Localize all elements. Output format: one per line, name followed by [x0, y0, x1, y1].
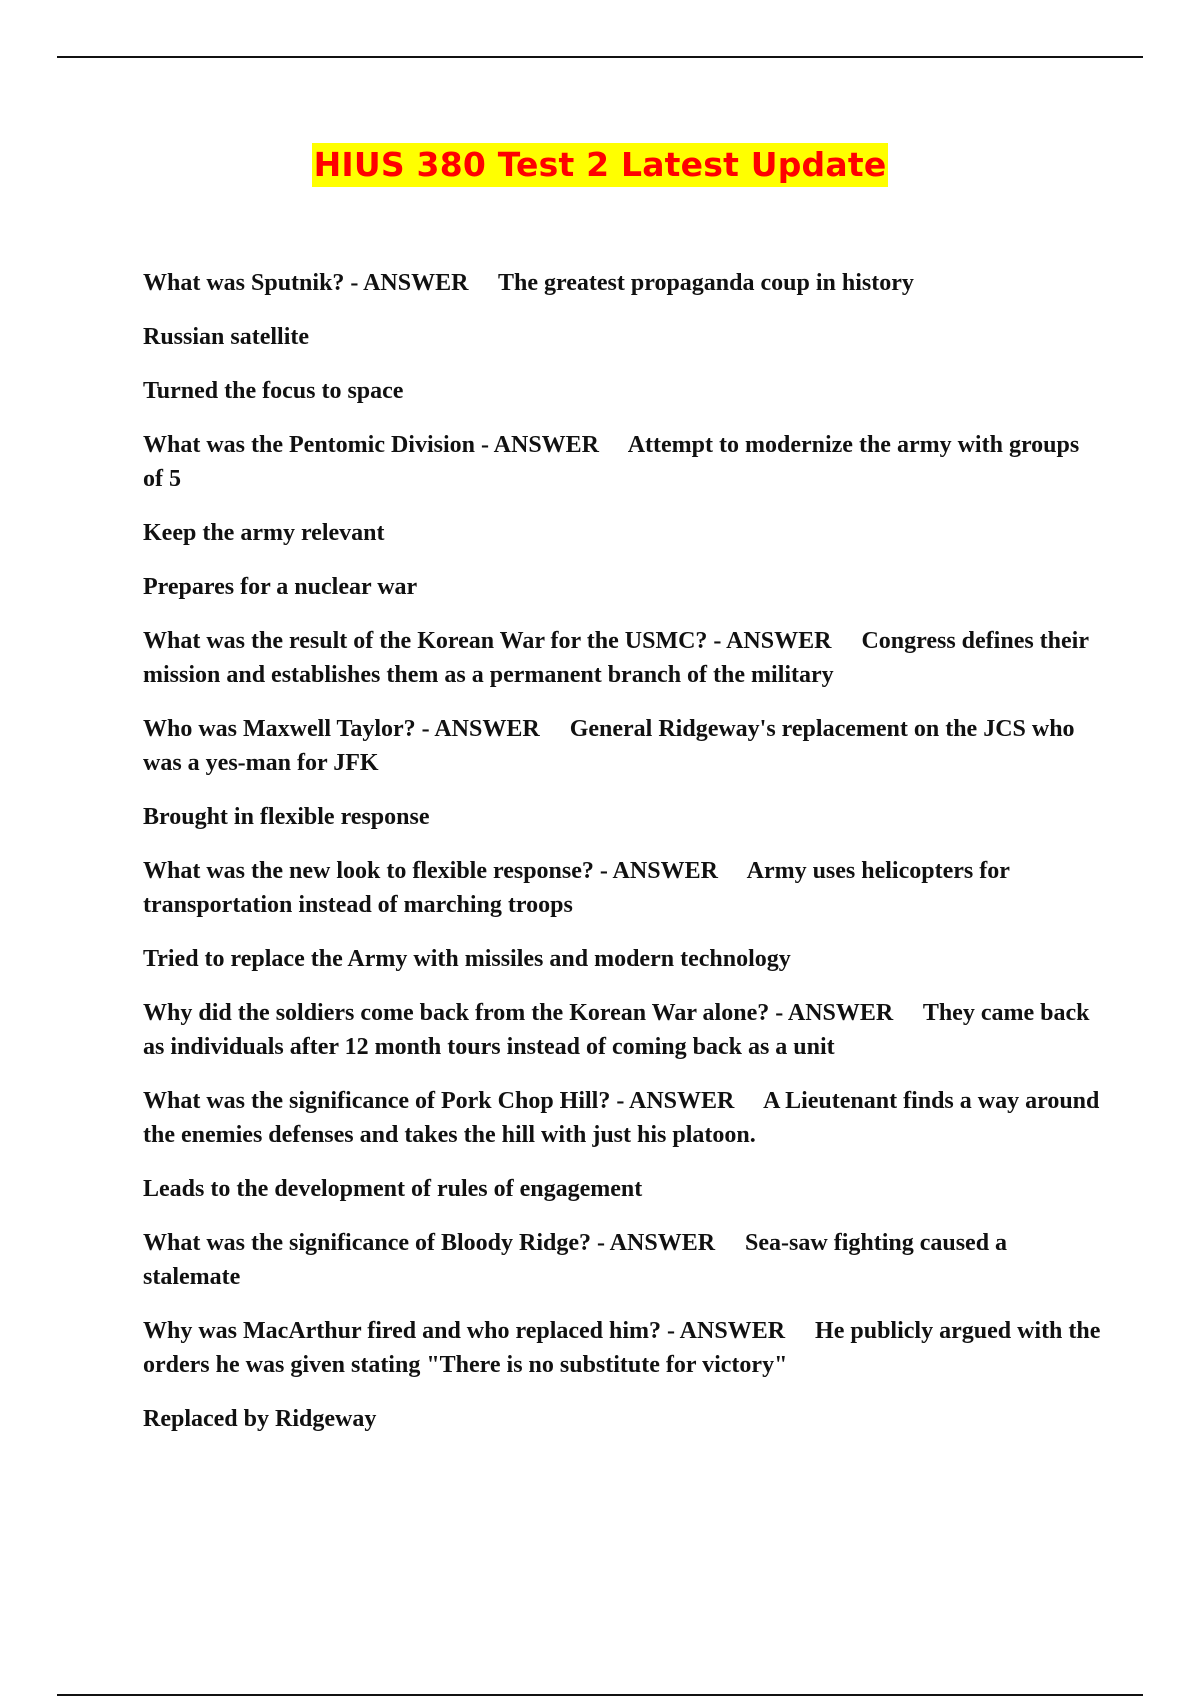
- qa-entry: [143, 712, 1103, 780]
- qa-entry: [143, 996, 1103, 1064]
- qa-list: [143, 266, 1103, 1456]
- answer-text: They came back as individuals after 12 month tours instead of coming back as a unit: [143, 1000, 1090, 1060]
- answer-text: Attempt to modernize the army with groups of 5: [143, 432, 1080, 492]
- answer-separator: [893, 1000, 923, 1026]
- question-text: What was the new look to flexible response? - ANSWER: [143, 858, 718, 884]
- answer-text: Turned the focus to space: [143, 378, 404, 404]
- answer-text: Replaced by Ridgeway: [143, 1406, 377, 1432]
- answer-text: Keep the army relevant: [143, 520, 385, 546]
- page-title: HIUS 380 Test 2 Latest Update: [312, 143, 889, 187]
- qa-entry: [143, 570, 1103, 604]
- question-text: Who was Maxwell Taylor? - ANSWER: [143, 716, 540, 742]
- qa-entry: [143, 266, 1103, 300]
- question-text: What was the result of the Korean War for the USMC? - ANSWER: [143, 628, 832, 654]
- qa-entry: [143, 374, 1103, 408]
- qa-entry: [143, 1314, 1103, 1382]
- qa-entry: [143, 1226, 1103, 1294]
- qa-entry: [143, 1402, 1103, 1436]
- qa-entry: [143, 624, 1103, 692]
- answer-separator: [715, 1230, 745, 1256]
- answer-text: Prepares for a nuclear war: [143, 574, 418, 600]
- answer-text: Brought in flexible response: [143, 804, 430, 830]
- top-rule: [57, 56, 1143, 58]
- qa-entry: [143, 800, 1103, 834]
- answer-text: Sea-saw fighting caused a stalemate: [143, 1230, 1008, 1290]
- answer-separator: [718, 858, 747, 884]
- qa-entry: [143, 942, 1103, 976]
- answer-text: Tried to replace the Army with missiles and modern technology: [143, 946, 791, 972]
- question-text: Why was MacArthur fired and who replaced him? - ANSWER: [143, 1318, 786, 1344]
- answer-text: Congress defines their mission and establishes them as a permanent branch of the military: [143, 628, 1089, 688]
- answer-separator: [734, 1088, 763, 1114]
- qa-entry: [143, 1172, 1103, 1206]
- qa-entry: [143, 320, 1103, 354]
- qa-entry: [143, 854, 1103, 922]
- bottom-rule: [57, 1694, 1143, 1696]
- question-text: What was the Pentomic Division - ANSWER: [143, 432, 600, 458]
- question-text: What was the significance of Bloody Ridge? - ANSWER: [143, 1230, 716, 1256]
- answer-separator: [468, 270, 498, 296]
- answer-text: A Lieutenant finds a way around the enemies defenses and takes the hill with just his platoon.: [143, 1088, 1100, 1148]
- qa-entry: [143, 1084, 1103, 1152]
- question-text: What was Sputnik? - ANSWER: [143, 270, 469, 296]
- answer-separator: [599, 432, 628, 458]
- answer-text: He publicly argued with the orders he was given stating "There is no substitute for victory": [143, 1318, 1101, 1378]
- answer-text: General Ridgeway's replacement on the JCS who was a yes-man for JFK: [143, 716, 1075, 776]
- answer-text: The greatest propaganda coup in history: [498, 270, 914, 296]
- answer-text: Leads to the development of rules of engagement: [143, 1176, 643, 1202]
- question-text: Why did the soldiers come back from the Korean War alone? - ANSWER: [143, 1000, 894, 1026]
- qa-entry: [143, 428, 1103, 496]
- answer-text: Russian satellite: [143, 324, 310, 350]
- answer-text: Army uses helicopters for transportation instead of marching troops: [143, 858, 1010, 918]
- answer-separator: [785, 1318, 815, 1344]
- title-container: [0, 143, 1200, 187]
- answer-separator: [540, 716, 570, 742]
- question-text: What was the significance of Pork Chop Hill? - ANSWER: [143, 1088, 735, 1114]
- qa-entry: [143, 516, 1103, 550]
- answer-separator: [831, 628, 861, 654]
